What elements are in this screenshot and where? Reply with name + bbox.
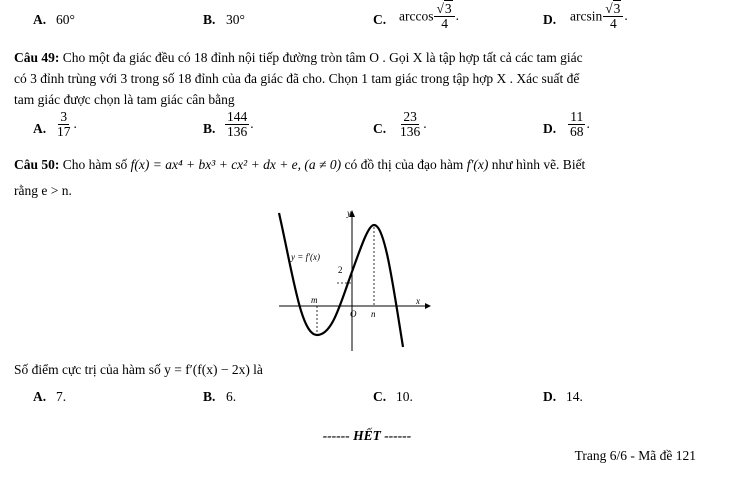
option-c-numerator: 3 xyxy=(444,1,452,16)
q49-option-a-num: 3 xyxy=(60,109,68,124)
q50-mid: có đồ thị của đạo hàm xyxy=(344,157,464,172)
graph-tick-2: 2 xyxy=(338,265,343,275)
option-c-label: C. xyxy=(373,12,387,27)
q50-intro: Cho hàm số xyxy=(62,157,128,172)
q50-tail: như hình vẽ. Biết xyxy=(491,157,586,172)
q49-option-a-label: A. xyxy=(33,121,47,136)
option-a-value: 60° xyxy=(56,12,75,27)
q50-option-c-label: C. xyxy=(373,389,387,404)
q49-option-d-label: D. xyxy=(543,121,557,136)
option-d-func: arcsin xyxy=(570,8,603,24)
q50-question: Số điểm cực trị của hàm số y = f′(f(x) − 2x) là xyxy=(14,362,263,377)
option-d-math: arcsin $\frac{√3}{4}$ . xyxy=(570,1,628,32)
option-d-label: D. xyxy=(543,12,557,27)
q50-line2: rằng e > n. xyxy=(14,183,72,198)
q49-label: Câu 49: xyxy=(14,50,60,65)
option-c-math: arccos $\frac{√3}{4}$ . xyxy=(399,1,460,32)
graph-tick-m: m xyxy=(311,295,318,305)
q50-option-a-value: 7. xyxy=(56,389,67,404)
option-c-denominator: 4 xyxy=(441,16,448,32)
q49-option-c: $\frac{23}{136}$ . xyxy=(400,109,427,140)
graph-tick-n: n xyxy=(371,309,376,319)
option-b-value: 30° xyxy=(226,12,245,27)
q49-text-line1: Cho một đa giác đều có 18 đỉnh nội tiếp đường tròn tâm O . Gọi X là tập hợp tất cả các tam giác xyxy=(62,50,583,65)
q50-option-b-label: B. xyxy=(203,389,216,404)
q50-option-b-value: 6. xyxy=(226,389,237,404)
q49-option-c-label: C. xyxy=(373,121,387,136)
q49-option-c-num: 23 xyxy=(403,109,417,124)
graph-y-label: y xyxy=(347,208,351,218)
q49-option-b-num: 144 xyxy=(227,109,248,124)
graph-x-label: x xyxy=(416,296,420,306)
q50-derivative: f′(x) xyxy=(466,157,489,172)
graph-x-arrow xyxy=(425,303,431,309)
q49-option-b-label: B. xyxy=(203,121,216,136)
option-a-label: A. xyxy=(33,12,47,27)
q50-option-c-value: 10. xyxy=(396,389,413,404)
page-info: Trang 6/6 - Mã đề 121 xyxy=(574,448,696,463)
q50-option-a-label: A. xyxy=(33,389,47,404)
q49-option-d: $\frac{11}{68}$ . xyxy=(570,109,590,140)
option-d-denominator: 4 xyxy=(609,16,617,32)
q49-option-b-den: 136 xyxy=(227,124,248,140)
q50-label: Câu 50: xyxy=(14,157,60,172)
q49-option-d-den: 68 xyxy=(570,124,584,140)
end-mark: ------ HẾT ------ xyxy=(322,428,412,443)
q50-line1 xyxy=(14,157,585,173)
q49-option-d-num: 11 xyxy=(570,109,584,124)
q49-option-c-den: 136 xyxy=(400,124,421,140)
graph-tick-o: O xyxy=(350,309,357,319)
q49-option-a-den: 17 xyxy=(57,124,71,140)
q50-formula: f(x) = ax⁴ + bx³ + cx² + dx + e, (a ≠ 0) xyxy=(130,157,342,172)
graph-curve xyxy=(279,213,403,347)
derivative-graph xyxy=(275,205,435,355)
option-c-func: arccos xyxy=(399,8,434,24)
q49-line1 xyxy=(14,47,704,68)
graph-curve-label: y = f′(x) xyxy=(291,252,321,262)
option-c-fraction: $\frac{√3}{4}$ xyxy=(434,2,454,31)
option-b-label: B. xyxy=(203,12,216,27)
q50-option-d-label: D. xyxy=(543,389,557,404)
q49-line3: tam giác được chọn là tam giác cân bằng xyxy=(14,92,235,107)
q49-line2: có 3 đỉnh trùng với 3 trong số 18 đỉnh của đa giác đã cho. Chọn 1 tam giác trong tập hợp X . Xác suất để xyxy=(14,71,580,86)
q49-option-b: $\frac{144}{136}$ . xyxy=(227,109,254,140)
q49-option-a: $\frac{3}{17}$ . xyxy=(57,109,77,140)
option-d-numerator: 3 xyxy=(613,1,621,16)
option-d-fraction: $\frac{√3}{4}$ xyxy=(603,2,623,31)
q50-option-d-value: 14. xyxy=(566,389,583,404)
